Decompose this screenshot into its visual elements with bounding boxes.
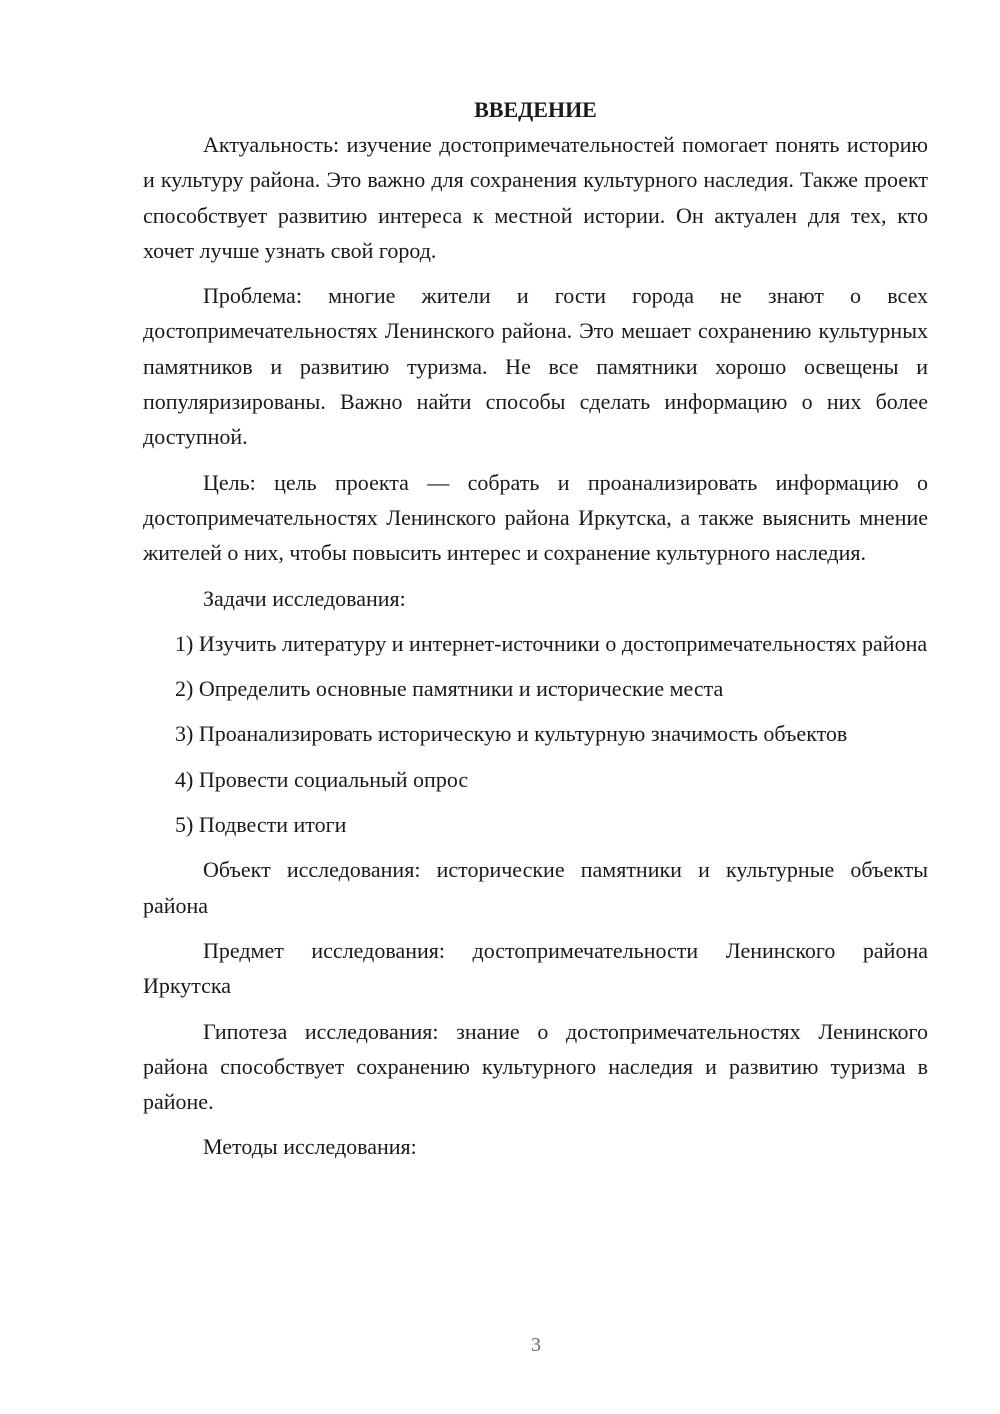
page-number: 3 (531, 1334, 541, 1356)
task-item-3: 3) Проанализировать историческую и культурную значимость объектов (175, 721, 848, 747)
goal-paragraph: Цель: цель проекта — собрать и проанализировать информацию о достопримечательностях Ленинского района Иркутска, а также выяснить мнение жителей о них, чтобы повысить интерес и сохранение культурного наследия. (143, 469, 928, 566)
document-page (143, 92, 928, 1175)
tasks-heading: Задачи исследования: (203, 585, 406, 611)
task-item-4: 4) Провести социальный опрос (175, 766, 469, 792)
object-paragraph: Объект исследования: исторические памятники и культурные объекты района (143, 857, 928, 918)
page-title: ВВЕДЕНИЕ (474, 97, 597, 122)
problem-paragraph: Проблема: многие жители и гости города не знают о всех достопримечательностях Ленинского района. Это мешает сохранению культурных памятников и развитию туризма. Не все памятники хорошо освещены и популяризированы. Важно найти способы сделать информацию о них более доступной. (143, 283, 928, 450)
task-item-1: 1) Изучить литературу и интернет-источники о достопримечательностях района (175, 630, 928, 656)
relevance-paragraph: Актуальность: изучение достопримечательностей помогает понять историю и культуру района. Это важно для сохранения культурного наследия. Также проект способствует развитию интереса к местной истории. Он актуален для тех, кто хочет лучше узнать свой город. (143, 132, 928, 263)
subject-paragraph: Предмет исследования: достопримечательности Ленинского района Иркутска (143, 937, 928, 999)
task-item-2: 2) Определить основные памятники и исторические места (175, 676, 724, 702)
methods-heading: Методы исследования: (203, 1134, 417, 1160)
task-item-5: 5) Подвести итоги (175, 812, 347, 838)
hypothesis-paragraph: Гипотеза исследования: знание о достопримечательностях Ленинского района способствует сохранению культурного наследия и развитию туризма в районе. (143, 1018, 928, 1115)
